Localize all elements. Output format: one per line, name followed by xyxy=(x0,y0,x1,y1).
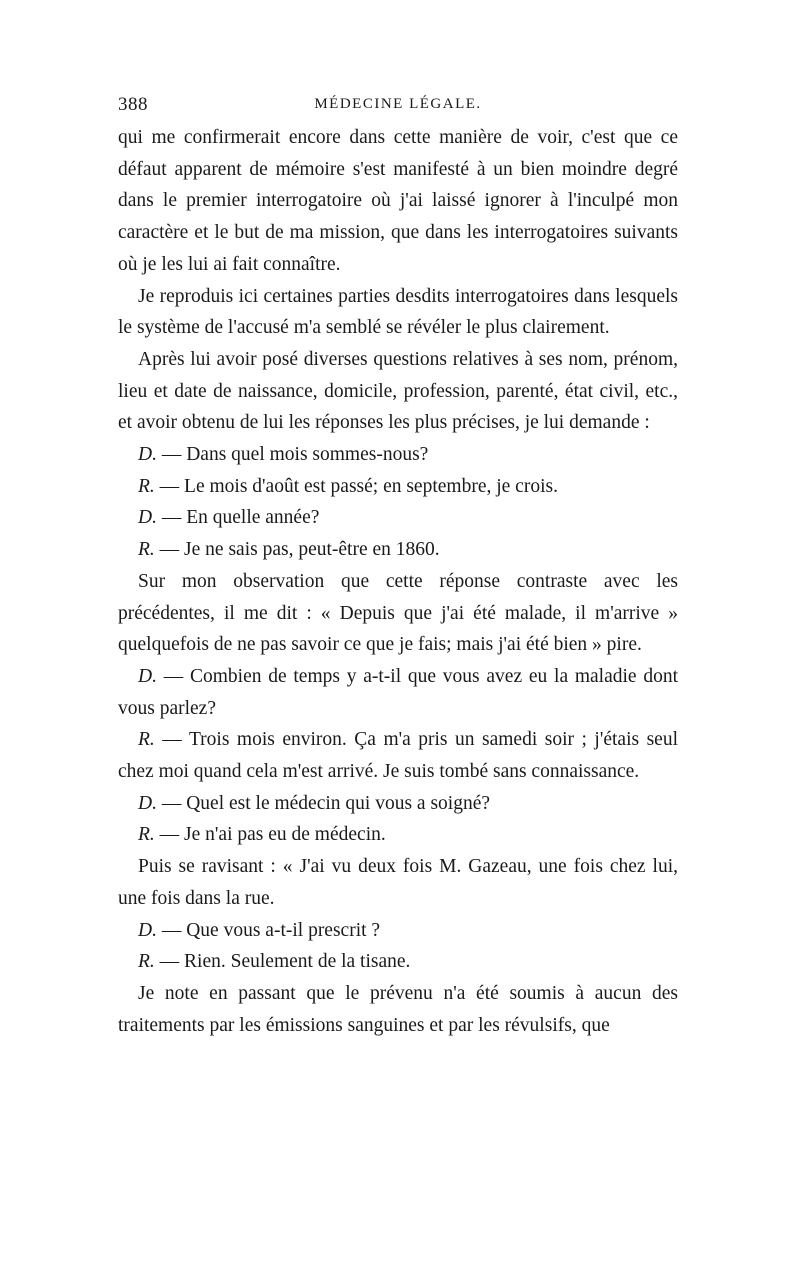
speaker-marker: D. xyxy=(138,792,157,814)
speaker-marker: D. xyxy=(138,919,157,941)
paragraph: Sur mon observation que cette réponse contraste avec les précédentes, il me dit : « Depuis que j'ai été malade, il m'arrive » quelquefois de ne pas savoir ce que je fais; mais j'ai été bien » pire. xyxy=(118,570,678,656)
dialog-line: R. — Rien. Seulement de la tisane. xyxy=(138,951,411,973)
dialog-line: R. — Trois mois environ. Ça m'a pris un samedi soir ; j'étais seul chez moi quand cela m'est arrivé. Je suis tombé sans connaissance. xyxy=(118,729,678,783)
paragraph: Puis se ravisant : « J'ai vu deux fois M. Gazeau, une fois chez lui, une fois dans la rue. xyxy=(118,856,678,909)
dialog-line: R. — Je ne sais pas, peut-être en 1860. xyxy=(138,539,440,561)
dialog-line: R. — Le mois d'août est passé; en septembre, je crois. xyxy=(138,475,558,497)
speaker-marker: D. xyxy=(138,665,157,687)
paragraph: qui me confirmerait encore dans cette manière de voir, c'est que ce défaut apparent de mémoire s'est manifesté à un bien moindre degré dans le premier interrogatoire où j'ai laissé ignorer à l'inculpé mon caractère et le but de ma mission, que dans les interrogatoires suivants où je les lui ai fait connaître. xyxy=(118,127,678,275)
page-number: 388 xyxy=(118,94,148,115)
speaker-marker: R. xyxy=(138,824,155,846)
paragraph: Je reproduis ici certaines parties desdits interrogatoires dans lesquels le système de l'accusé m'a semblé se révéler le plus clairement. xyxy=(118,285,678,339)
paragraph: Je note en passant que le prévenu n'a été soumis à aucun des traitements par les émissions sanguines et par les révulsifs, que xyxy=(118,982,678,1036)
running-title: MÉDECINE LÉGALE. xyxy=(314,96,482,112)
paragraph: Après lui avoir posé diverses questions relatives à ses nom, prénom, lieu et date de naissance, domicile, profession, parenté, état civil, etc., et avoir obtenu de lui les réponses les plus précises, je lui demande : xyxy=(118,348,678,434)
speaker-marker: R. xyxy=(138,951,155,973)
body-text xyxy=(118,122,678,1041)
speaker-marker: R. xyxy=(138,475,155,497)
speaker-marker: R. xyxy=(138,539,155,561)
dialog-line: D. — Quel est le médecin qui vous a soigné? xyxy=(138,792,491,814)
dialog-line: D. — En quelle année? xyxy=(138,507,320,529)
dialog-line: D. — Combien de temps y a-t-il que vous avez eu la maladie dont vous parlez? xyxy=(118,665,678,719)
speaker-marker: D. xyxy=(138,507,157,529)
dialog-line: R. — Je n'ai pas eu de médecin. xyxy=(138,824,386,846)
dialog-line: D. — Dans quel mois sommes-nous? xyxy=(138,444,429,466)
speaker-marker: R. xyxy=(138,729,155,751)
speaker-marker: D. xyxy=(138,444,157,466)
dialog-line: D. — Que vous a-t-il prescrit ? xyxy=(138,919,381,941)
page-header xyxy=(118,94,678,118)
